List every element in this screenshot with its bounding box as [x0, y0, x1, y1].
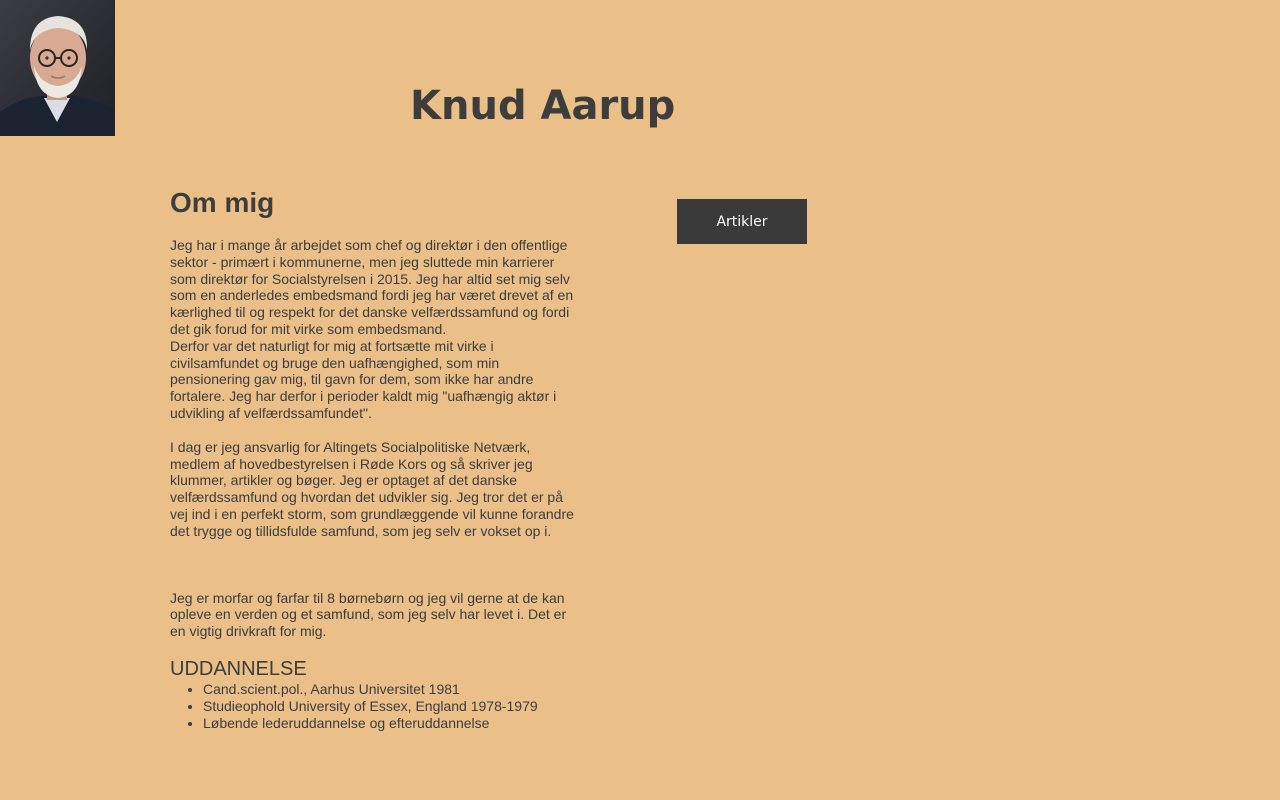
- profile-photo: [0, 0, 115, 136]
- paragraph-spacer: [170, 540, 575, 590]
- about-section: [170, 185, 575, 731]
- about-paragraph: Derfor var det naturligt for mig at fortsætte mit virke i civilsamfundet og bruge den uafhængighed, som min pensionering gav mig, til gavn for dem, som ikke har andre fortalere. Jeg har derfor i perioder kaldt mig "uafhængig aktør i udvikling af velfærdssamfundet".: [170, 337, 557, 421]
- education-heading: UDDANNELSE: [170, 657, 307, 680]
- about-paragraph: Jeg er morfar og farfar til 8 børnebørn og jeg vil gerne at de kan opleve en verden og et samfund, som jeg selv har levet i. Det er en vigtig drivkraft for mig.: [170, 589, 567, 640]
- education-list: [170, 681, 575, 731]
- site-title: Knud Aarup: [410, 83, 676, 129]
- about-heading: Om mig: [170, 187, 275, 218]
- articles-button[interactable]: Artikler: [677, 199, 807, 244]
- profile-photo-image: [0, 0, 115, 136]
- education-item: • Løbende lederuddannelse og efteruddannelse: [203, 715, 575, 732]
- about-paragraph: Jeg har i mange år arbejdet som chef og direktør i den offentlige sektor - primært i kommunerne, men jeg sluttede min karrierer som direktør for Socialstyrelsen i 2015. Jeg har altid set mig selv som en anderledes embedsmand fordi jeg har været drevet af en kærlighed til og respekt for det danske velfærdssamfund og fordi det gik forud for mit virke som embedsmand.: [170, 237, 574, 337]
- about-paragraph: I dag er jeg ansvarlig for Altingets Socialpolitiske Netværk, medlem af hovedbestyrelsen i Røde Kors og så skriver jeg klummer, artikler og bøger. Jeg er optaget af det danske velfærdssamfund og hvordan det udvikler sig. Jeg tror det er på vej ind i en perfekt storm, som grundlæggende vil kunne forandre det trygge og tillidsfulde samfund, som jeg selv er vokset op i.: [170, 438, 574, 539]
- education-item: • Studieophold University of Essex, England 1978-1979: [203, 698, 575, 715]
- education-item: • Cand.scient.pol., Aarhus Universitet 1981: [203, 681, 575, 698]
- paragraph-spacer: [170, 422, 575, 439]
